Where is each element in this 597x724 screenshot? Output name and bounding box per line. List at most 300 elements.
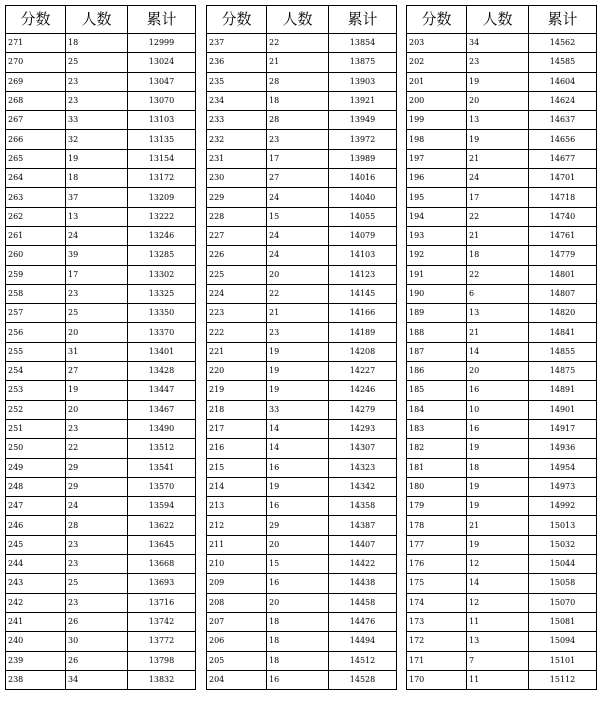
- count-cell: 18: [467, 458, 529, 477]
- count-cell: 18: [267, 91, 329, 110]
- score-cell: 241: [6, 612, 66, 631]
- score-cell: 190: [407, 284, 467, 303]
- table-row: [407, 226, 597, 245]
- score-cell: 248: [6, 477, 66, 496]
- count-cell: 13: [467, 632, 529, 651]
- table-row: [407, 555, 597, 574]
- count-cell: 11: [467, 612, 529, 631]
- cumulative-cell: 13693: [128, 574, 196, 593]
- table-row: [407, 342, 597, 361]
- count-cell: 23: [267, 323, 329, 342]
- score-cell: 237: [207, 34, 267, 53]
- count-cell: 13: [467, 304, 529, 323]
- table-row: [6, 362, 196, 381]
- count-cell: 23: [66, 284, 128, 303]
- cumulative-cell: 13467: [128, 400, 196, 419]
- table-row: [6, 246, 196, 265]
- table-row: [207, 304, 397, 323]
- count-cell: 24: [267, 246, 329, 265]
- cumulative-cell: 13742: [128, 612, 196, 631]
- table-row: [6, 53, 196, 72]
- count-cell: 19: [467, 72, 529, 91]
- score-cell: 220: [207, 362, 267, 381]
- score-cell: 186: [407, 362, 467, 381]
- table-row: [407, 458, 597, 477]
- table-row: [6, 72, 196, 91]
- score-cell: 218: [207, 400, 267, 419]
- score-cell: 251: [6, 419, 66, 438]
- cumulative-cell: 15044: [529, 555, 597, 574]
- count-cell: 13: [66, 207, 128, 226]
- count-cell: 20: [467, 91, 529, 110]
- score-cell: 210: [207, 555, 267, 574]
- cumulative-cell: 13875: [329, 53, 397, 72]
- score-cell: 214: [207, 477, 267, 496]
- count-cell: 19: [66, 381, 128, 400]
- cumulative-cell: 14807: [529, 284, 597, 303]
- table-row: [207, 458, 397, 477]
- count-cell: 18: [66, 34, 128, 53]
- count-cell: 19: [267, 362, 329, 381]
- cumulative-cell: 14407: [329, 535, 397, 554]
- table-row: [407, 400, 597, 419]
- count-cell: 25: [66, 304, 128, 323]
- count-cell: 19: [467, 130, 529, 149]
- cumulative-cell: 14740: [529, 207, 597, 226]
- score-cell: 202: [407, 53, 467, 72]
- cumulative-cell: 14936: [529, 439, 597, 458]
- cumulative-cell: 15094: [529, 632, 597, 651]
- header-score: 分数: [6, 6, 66, 34]
- table-row: [407, 265, 597, 284]
- score-cell: 185: [407, 381, 467, 400]
- score-cell: 216: [207, 439, 267, 458]
- count-cell: 28: [267, 111, 329, 130]
- score-cell: 252: [6, 400, 66, 419]
- cumulative-cell: 14973: [529, 477, 597, 496]
- score-cell: 209: [207, 574, 267, 593]
- cumulative-cell: 14293: [329, 419, 397, 438]
- table-row: [207, 246, 397, 265]
- count-cell: 22: [467, 265, 529, 284]
- score-cell: 225: [207, 265, 267, 284]
- score-cell: 174: [407, 593, 467, 612]
- count-cell: 20: [267, 535, 329, 554]
- count-cell: 14: [267, 419, 329, 438]
- table-row: [207, 342, 397, 361]
- count-cell: 6: [467, 284, 529, 303]
- table-row: [207, 651, 397, 670]
- count-cell: 19: [267, 477, 329, 496]
- table-row: [407, 593, 597, 612]
- count-cell: 22: [267, 284, 329, 303]
- count-cell: 24: [467, 169, 529, 188]
- cumulative-cell: 14227: [329, 362, 397, 381]
- score-cell: 205: [207, 651, 267, 670]
- score-table-1: [5, 5, 196, 690]
- count-cell: 21: [267, 304, 329, 323]
- table-row: [407, 381, 597, 400]
- count-cell: 21: [467, 516, 529, 535]
- count-cell: 24: [267, 226, 329, 245]
- score-cell: 206: [207, 632, 267, 651]
- cumulative-cell: 14358: [329, 497, 397, 516]
- score-cell: 198: [407, 130, 467, 149]
- count-cell: 19: [467, 439, 529, 458]
- score-cell: 200: [407, 91, 467, 110]
- cumulative-cell: 14512: [329, 651, 397, 670]
- count-cell: 14: [467, 342, 529, 361]
- table-row: [6, 458, 196, 477]
- table-row: [407, 612, 597, 631]
- count-cell: 21: [467, 149, 529, 168]
- score-cell: 192: [407, 246, 467, 265]
- table-row: [6, 651, 196, 670]
- score-cell: 170: [407, 670, 467, 689]
- cumulative-cell: 14637: [529, 111, 597, 130]
- count-cell: 28: [267, 72, 329, 91]
- count-cell: 33: [66, 111, 128, 130]
- score-cell: 227: [207, 226, 267, 245]
- header-count: 人数: [267, 6, 329, 34]
- score-cell: 188: [407, 323, 467, 342]
- score-cell: 267: [6, 111, 66, 130]
- table-row: [407, 169, 597, 188]
- table-row: [207, 419, 397, 438]
- score-cell: 260: [6, 246, 66, 265]
- count-cell: 10: [467, 400, 529, 419]
- cumulative-cell: 14954: [529, 458, 597, 477]
- header-count: 人数: [467, 6, 529, 34]
- count-cell: 19: [66, 149, 128, 168]
- table-row: [6, 91, 196, 110]
- score-cell: 212: [207, 516, 267, 535]
- count-cell: 27: [66, 362, 128, 381]
- score-cell: 236: [207, 53, 267, 72]
- cumulative-cell: 13594: [128, 497, 196, 516]
- table-row: [207, 149, 397, 168]
- table-row: [407, 207, 597, 226]
- table-row: [207, 53, 397, 72]
- cumulative-cell: 14656: [529, 130, 597, 149]
- score-cell: 183: [407, 419, 467, 438]
- header-score: 分数: [207, 6, 267, 34]
- table-row: [207, 323, 397, 342]
- table-row: [207, 400, 397, 419]
- score-cell: 173: [407, 612, 467, 631]
- table-row: [407, 516, 597, 535]
- cumulative-cell: 13246: [128, 226, 196, 245]
- table-row: [207, 111, 397, 130]
- score-cell: 176: [407, 555, 467, 574]
- score-cell: 238: [6, 670, 66, 689]
- score-cell: 171: [407, 651, 467, 670]
- score-cell: 240: [6, 632, 66, 651]
- count-cell: 18: [267, 632, 329, 651]
- score-cell: 226: [207, 246, 267, 265]
- cumulative-cell: 13832: [128, 670, 196, 689]
- table-row: [407, 111, 597, 130]
- cumulative-cell: 14718: [529, 188, 597, 207]
- cumulative-cell: 13154: [128, 149, 196, 168]
- count-cell: 12: [467, 555, 529, 574]
- cumulative-cell: 13921: [329, 91, 397, 110]
- table-row: [6, 439, 196, 458]
- header-count: 人数: [66, 6, 128, 34]
- cumulative-cell: 13172: [128, 169, 196, 188]
- count-cell: 23: [467, 53, 529, 72]
- score-cell: 197: [407, 149, 467, 168]
- cumulative-cell: 14016: [329, 169, 397, 188]
- table-row: [207, 72, 397, 91]
- cumulative-cell: 15112: [529, 670, 597, 689]
- cumulative-cell: 13512: [128, 439, 196, 458]
- score-cell: 266: [6, 130, 66, 149]
- cumulative-cell: 13209: [128, 188, 196, 207]
- score-cell: 265: [6, 149, 66, 168]
- score-cell: 242: [6, 593, 66, 612]
- count-cell: 14: [267, 439, 329, 458]
- count-cell: 26: [66, 651, 128, 670]
- cumulative-cell: 13570: [128, 477, 196, 496]
- count-cell: 33: [267, 400, 329, 419]
- cumulative-cell: 14585: [529, 53, 597, 72]
- count-cell: 18: [467, 246, 529, 265]
- count-cell: 13: [467, 111, 529, 130]
- table-row: [207, 477, 397, 496]
- score-cell: 219: [207, 381, 267, 400]
- table-row: [207, 362, 397, 381]
- header-score: 分数: [407, 6, 467, 34]
- count-cell: 16: [267, 574, 329, 593]
- cumulative-cell: 13668: [128, 555, 196, 574]
- score-cell: 221: [207, 342, 267, 361]
- table-row: [6, 516, 196, 535]
- cumulative-cell: 13541: [128, 458, 196, 477]
- cumulative-cell: 13285: [128, 246, 196, 265]
- cumulative-cell: 15081: [529, 612, 597, 631]
- table-row: [407, 246, 597, 265]
- cumulative-cell: 14820: [529, 304, 597, 323]
- table-row: [6, 342, 196, 361]
- cumulative-cell: 13024: [128, 53, 196, 72]
- cumulative-cell: 14855: [529, 342, 597, 361]
- count-cell: 19: [467, 497, 529, 516]
- cumulative-cell: 14458: [329, 593, 397, 612]
- score-cell: 256: [6, 323, 66, 342]
- table-row: [6, 149, 196, 168]
- table-row: [407, 651, 597, 670]
- table-row: [6, 400, 196, 419]
- table-row: [207, 130, 397, 149]
- count-cell: 19: [467, 477, 529, 496]
- score-cell: 194: [407, 207, 467, 226]
- cumulative-cell: 14307: [329, 439, 397, 458]
- score-cell: 250: [6, 439, 66, 458]
- table-row: [407, 477, 597, 496]
- cumulative-cell: 12999: [128, 34, 196, 53]
- count-cell: 20: [66, 323, 128, 342]
- table-row: [6, 670, 196, 689]
- cumulative-cell: 13222: [128, 207, 196, 226]
- count-cell: 18: [267, 612, 329, 631]
- table-row: [6, 381, 196, 400]
- cumulative-cell: 13949: [329, 111, 397, 130]
- count-cell: 32: [66, 130, 128, 149]
- score-cell: 203: [407, 34, 467, 53]
- table-row: [6, 477, 196, 496]
- cumulative-cell: 13716: [128, 593, 196, 612]
- table-row: [207, 497, 397, 516]
- score-cell: 229: [207, 188, 267, 207]
- count-cell: 28: [66, 516, 128, 535]
- table-row: [6, 265, 196, 284]
- cumulative-cell: 14701: [529, 169, 597, 188]
- score-cell: 208: [207, 593, 267, 612]
- table-row: [6, 111, 196, 130]
- cumulative-cell: 14422: [329, 555, 397, 574]
- cumulative-cell: 14279: [329, 400, 397, 419]
- score-cell: 184: [407, 400, 467, 419]
- score-cell: 235: [207, 72, 267, 91]
- score-cell: 178: [407, 516, 467, 535]
- header-cumulative: 累计: [529, 6, 597, 34]
- score-cell: 247: [6, 497, 66, 516]
- score-cell: 207: [207, 612, 267, 631]
- count-cell: 29: [267, 516, 329, 535]
- count-cell: 34: [467, 34, 529, 53]
- cumulative-cell: 14841: [529, 323, 597, 342]
- count-cell: 16: [267, 497, 329, 516]
- score-cell: 193: [407, 226, 467, 245]
- count-cell: 21: [467, 226, 529, 245]
- header-cumulative: 累计: [128, 6, 196, 34]
- table-row: [207, 670, 397, 689]
- count-cell: 17: [467, 188, 529, 207]
- count-cell: 20: [467, 362, 529, 381]
- score-cell: 270: [6, 53, 66, 72]
- cumulative-cell: 13135: [128, 130, 196, 149]
- table-row: [407, 72, 597, 91]
- cumulative-cell: 13989: [329, 149, 397, 168]
- table-row: [207, 207, 397, 226]
- cumulative-cell: 13447: [128, 381, 196, 400]
- table-row: [6, 593, 196, 612]
- table-row: [6, 574, 196, 593]
- cumulative-cell: 13490: [128, 419, 196, 438]
- count-cell: 7: [467, 651, 529, 670]
- count-cell: 30: [66, 632, 128, 651]
- table-row: [207, 555, 397, 574]
- table-row: [207, 284, 397, 303]
- table-row: [407, 149, 597, 168]
- table-row: [207, 265, 397, 284]
- count-cell: 11: [467, 670, 529, 689]
- score-cell: 261: [6, 226, 66, 245]
- cumulative-cell: 13972: [329, 130, 397, 149]
- cumulative-cell: 13401: [128, 342, 196, 361]
- score-cell: 254: [6, 362, 66, 381]
- score-table-3: [406, 5, 597, 690]
- score-cell: 245: [6, 535, 66, 554]
- score-cell: 211: [207, 535, 267, 554]
- cumulative-cell: 13622: [128, 516, 196, 535]
- table-row: [207, 381, 397, 400]
- score-cell: 231: [207, 149, 267, 168]
- count-cell: 34: [66, 670, 128, 689]
- score-cell: 187: [407, 342, 467, 361]
- cumulative-cell: 14528: [329, 670, 397, 689]
- cumulative-cell: 14103: [329, 246, 397, 265]
- cumulative-cell: 15013: [529, 516, 597, 535]
- count-cell: 16: [467, 419, 529, 438]
- table-row: [407, 632, 597, 651]
- cumulative-cell: 14801: [529, 265, 597, 284]
- table-row: [407, 130, 597, 149]
- table-row: [407, 91, 597, 110]
- table-row: [407, 574, 597, 593]
- count-cell: 22: [66, 439, 128, 458]
- score-table-2: [206, 5, 397, 690]
- count-cell: 19: [267, 381, 329, 400]
- count-cell: 18: [66, 169, 128, 188]
- count-cell: 16: [467, 381, 529, 400]
- cumulative-cell: 14875: [529, 362, 597, 381]
- score-cell: 232: [207, 130, 267, 149]
- table-row: [207, 593, 397, 612]
- score-cell: 249: [6, 458, 66, 477]
- score-cell: 182: [407, 439, 467, 458]
- cumulative-cell: 14246: [329, 381, 397, 400]
- count-cell: 24: [66, 497, 128, 516]
- cumulative-cell: 13428: [128, 362, 196, 381]
- score-cell: 213: [207, 497, 267, 516]
- cumulative-cell: 14342: [329, 477, 397, 496]
- count-cell: 12: [467, 593, 529, 612]
- count-cell: 17: [267, 149, 329, 168]
- count-cell: 39: [66, 246, 128, 265]
- score-cell: 228: [207, 207, 267, 226]
- score-cell: 264: [6, 169, 66, 188]
- table-row: [6, 632, 196, 651]
- count-cell: 19: [267, 342, 329, 361]
- count-cell: 23: [66, 72, 128, 91]
- count-cell: 16: [267, 458, 329, 477]
- score-cell: 239: [6, 651, 66, 670]
- cumulative-cell: 14476: [329, 612, 397, 631]
- count-cell: 21: [467, 323, 529, 342]
- table-row: [207, 439, 397, 458]
- count-cell: 23: [66, 419, 128, 438]
- score-cell: 172: [407, 632, 467, 651]
- table-row: [407, 284, 597, 303]
- count-cell: 37: [66, 188, 128, 207]
- table-row: [207, 34, 397, 53]
- score-cell: 196: [407, 169, 467, 188]
- score-cell: 243: [6, 574, 66, 593]
- cumulative-cell: 14040: [329, 188, 397, 207]
- table-row: [6, 34, 196, 53]
- score-cell: 181: [407, 458, 467, 477]
- cumulative-cell: 14761: [529, 226, 597, 245]
- cumulative-cell: 14901: [529, 400, 597, 419]
- table-row: [6, 226, 196, 245]
- table-row: [207, 226, 397, 245]
- header-cumulative: 累计: [329, 6, 397, 34]
- count-cell: 31: [66, 342, 128, 361]
- table-row: [207, 632, 397, 651]
- table-row: [6, 497, 196, 516]
